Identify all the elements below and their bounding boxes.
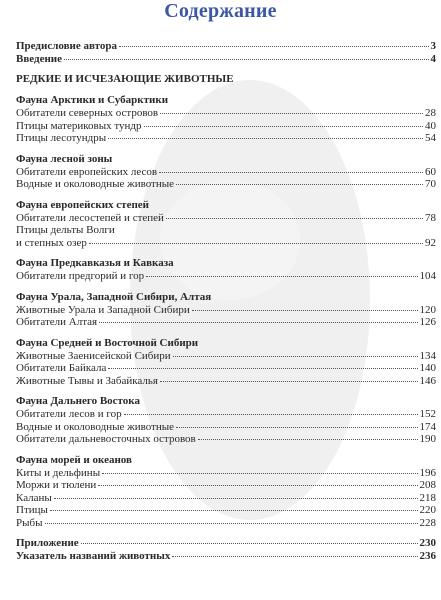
dot-leader: [89, 243, 423, 244]
toc-entry[interactable]: [16, 421, 436, 434]
toc-entry-page: 3: [430, 40, 436, 52]
dot-leader: [176, 184, 423, 185]
toc-entry-page: 70: [425, 178, 436, 190]
toc-entry-label: Приложение: [16, 537, 79, 549]
dot-leader: [173, 356, 418, 357]
toc-entry-label: Животные Урала и Западной Сибири: [16, 303, 190, 316]
group-title: Фауна Арктики и Субарктики: [16, 94, 169, 106]
dot-leader: [45, 523, 418, 524]
dot-leader: [108, 138, 423, 139]
toc-entry-page: 218: [419, 491, 436, 504]
toc-entry[interactable]: [16, 492, 436, 505]
group-title: Фауна Урала, Западной Сибири, Алтая: [16, 290, 212, 303]
toc-entry-page: 92: [425, 236, 436, 249]
toc-entry-label: и степных озер: [16, 236, 87, 249]
page-title: Содержание: [164, 0, 277, 22]
toc-entry-page: 228: [419, 516, 436, 529]
toc-entry[interactable]: [16, 316, 436, 329]
toc-entry-label: Птицы материковых тундр: [16, 119, 142, 132]
dot-leader: [172, 556, 417, 557]
toc-entry-label: Животные Тывы и Забайкалья: [16, 374, 158, 387]
toc-entry-index[interactable]: [16, 550, 436, 563]
toc-entry[interactable]: [16, 270, 436, 283]
dot-leader: [159, 172, 423, 173]
toc-entry-label: Обитатели предгорий и гор: [16, 270, 145, 282]
toc-entry-page: 126: [419, 316, 436, 328]
toc-entry-label: Обитатели Байкала: [16, 362, 107, 374]
toc-entry[interactable]: [16, 107, 436, 120]
toc-entry[interactable]: [16, 362, 436, 375]
group-title: Фауна лесной зоны: [16, 152, 113, 165]
dot-leader: [50, 510, 418, 511]
dot-leader: [108, 368, 417, 369]
toc-entry-label: Моржи и тюлени: [16, 479, 97, 491]
group-title: Фауна европейских степей: [16, 198, 150, 211]
toc-entry-label: Введение: [16, 52, 63, 65]
toc-entry[interactable]: [16, 350, 436, 363]
dot-leader: [64, 59, 428, 60]
toc-entry-appendix[interactable]: [16, 537, 436, 550]
toc-entry-label: Птицы лесотундры: [16, 132, 107, 144]
toc-entry[interactable]: [16, 237, 436, 250]
toc-entry[interactable]: [16, 166, 436, 179]
group-title: Фауна Предкавказья и Кавказа: [16, 257, 174, 269]
toc-entry-page: 236: [419, 549, 436, 562]
toc-entry-label: Обитатели дальневосточных островов: [16, 433, 196, 445]
dot-leader: [144, 126, 424, 127]
toc-entry-page: 220: [419, 504, 436, 516]
toc-entry-label: Животные Заенисейской Сибири: [16, 349, 171, 362]
toc-entry-label: Водные и околоводные животные: [16, 420, 175, 433]
dot-leader: [54, 498, 418, 499]
toc-entry-page: 146: [419, 374, 436, 387]
toc-entry[interactable]: [16, 479, 436, 492]
dot-leader: [192, 310, 418, 311]
dot-leader: [160, 381, 418, 382]
toc-entry-label: Предисловие автора: [16, 40, 118, 52]
toc-entry-label: Водные и околоводные животные: [16, 178, 175, 190]
toc-entry-page: 40: [425, 119, 436, 132]
toc-entry[interactable]: [16, 212, 436, 225]
toc-entry-label: Обитатели лесостепей и степей: [16, 211, 164, 224]
toc-entry-page: 230: [419, 537, 436, 549]
toc-entry-label: Птицы: [16, 504, 48, 516]
dot-leader: [99, 322, 417, 323]
toc-entry-preface[interactable]: [16, 40, 436, 53]
toc-entry[interactable]: [16, 132, 436, 145]
toc-entry-label: Киты и дельфины: [16, 466, 101, 479]
toc-entry-label: Обитатели европейских лесов: [16, 165, 158, 178]
dot-leader: [98, 485, 417, 486]
group-title: Фауна Дальнего Востока: [16, 395, 140, 407]
toc-entry[interactable]: [16, 408, 436, 421]
dot-leader: [124, 414, 418, 415]
dot-leader: [176, 427, 417, 428]
toc-entry-page: 78: [425, 211, 436, 224]
group-title: Фауна морей и океанов: [16, 453, 132, 466]
toc-entry-page: 190: [419, 433, 436, 445]
toc-entry-page: 54: [425, 132, 436, 144]
toc-entry-label: Обитатели лесов и гор: [16, 408, 122, 420]
toc-entry[interactable]: [16, 433, 436, 446]
toc-entry[interactable]: [16, 504, 436, 517]
toc-entry[interactable]: [16, 178, 436, 191]
toc-entry[interactable]: [16, 375, 436, 388]
toc-entry-page: 152: [419, 408, 436, 420]
toc-entry-page: 104: [419, 270, 436, 282]
toc-entry-page: 60: [425, 165, 436, 178]
toc-entry-label-line1[interactable]: Птицы дельты Волги: [16, 224, 115, 236]
dot-leader: [81, 543, 418, 544]
dot-leader: [166, 218, 423, 219]
dot-leader: [198, 439, 418, 440]
toc-entry-page: 196: [419, 466, 436, 479]
toc-entry-page: 140: [419, 362, 436, 374]
toc-entry-label: Каланы: [16, 491, 52, 504]
toc-entry-page: 174: [419, 420, 436, 433]
toc-entry[interactable]: [16, 304, 436, 317]
section-title: РЕДКИЕ И ИСЧЕЗАЮЩИЕ ЖИВОТНЫЕ: [16, 73, 234, 85]
dot-leader: [160, 113, 423, 114]
toc-entry-page: 134: [419, 349, 436, 362]
dot-leader: [102, 473, 417, 474]
toc-entry-label: Обитатели северных островов: [16, 107, 159, 119]
toc-entry-page: 208: [419, 479, 436, 491]
dot-leader: [146, 276, 417, 277]
table-of-contents: [16, 40, 436, 562]
toc-entry-page: 4: [430, 52, 436, 65]
dot-leader: [119, 46, 428, 47]
toc-entry-page: 120: [419, 303, 436, 316]
toc-entry-intro[interactable]: [16, 53, 436, 66]
toc-entry[interactable]: [16, 517, 436, 530]
toc-entry-label: Обитатели Алтая: [16, 316, 98, 328]
toc-entry-page: 28: [425, 107, 436, 119]
toc-entry-label: Указатель названий животных: [16, 549, 171, 562]
toc-entry[interactable]: [16, 467, 436, 480]
group-title: Фауна Средней и Восточной Сибири: [16, 336, 199, 349]
toc-entry[interactable]: [16, 120, 436, 133]
toc-entry-label: Рыбы: [16, 516, 43, 529]
